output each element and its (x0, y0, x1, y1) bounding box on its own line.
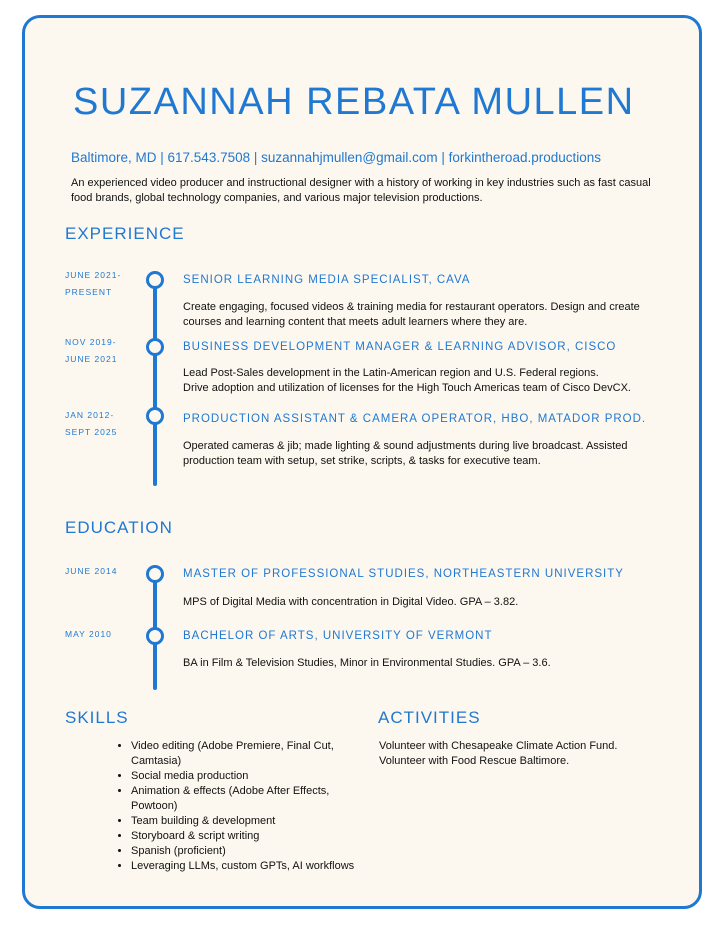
description-line: courses and learning content that meets adult learners where they are. (183, 316, 528, 328)
date-end: SEPT 2025 (65, 427, 118, 437)
professional-summary: An experienced video producer and instructional designer with a history of working in key industries such as fast casual food brands, global technology companies, and various major television productions. (71, 177, 651, 204)
skill-item: • Storyboard & script writing (131, 829, 371, 844)
skills-heading: SKILLS (65, 708, 129, 727)
date-end: JUNE 2021 (65, 354, 118, 364)
experience-description (183, 439, 673, 469)
experience-timeline (153, 274, 157, 486)
description-line: Create engaging, focused videos & training media for restaurant operators. Design and create (183, 301, 640, 313)
timeline-node-icon (146, 271, 164, 289)
skill-item: • Video editing (Adobe Premiere, Final Cut, Camtasia) (131, 739, 371, 769)
description-line: Drive adoption and utilization of licenses for the High Touch Americas team of Cisco DevCX. (183, 382, 631, 394)
education-description: BA in Film & Television Studies, Minor in Environmental Studies. GPA – 3.6. (183, 657, 551, 669)
timeline-node-icon (146, 627, 164, 645)
education-date: MAY 2010 (65, 629, 112, 639)
timeline-node-icon (146, 407, 164, 425)
education-heading: EDUCATION (65, 518, 173, 537)
experience-title: SENIOR LEARNING MEDIA SPECIALIST, CAVA (183, 274, 471, 286)
date-end: PRESENT (65, 287, 113, 297)
skill-item: • Team building & development (131, 814, 371, 829)
description-line: Operated cameras & jib; made lighting & sound adjustments during live broadcast. Assisted (183, 440, 628, 452)
resume-page (22, 15, 702, 909)
description-line: Lead Post-Sales development in the Latin-American region and U.S. Federal regions. (183, 367, 599, 379)
description-line: production team with setup, set strike, scripts, & tasks for executive team. (183, 455, 541, 467)
experience-description (183, 366, 673, 396)
timeline-node-icon (146, 338, 164, 356)
experience-date (65, 407, 135, 441)
experience-date (65, 334, 135, 368)
timeline-node-icon (146, 565, 164, 583)
skills-list (111, 739, 371, 874)
education-title: MASTER OF PROFESSIONAL STUDIES, NORTHEASTERN UNIVERSITY (183, 568, 624, 580)
date-start: JUNE 2021- (65, 270, 122, 280)
activity-item: Volunteer with Food Rescue Baltimore. (379, 755, 570, 767)
activities-heading: ACTIVITIES (378, 708, 481, 727)
date-start: NOV 2019- (65, 337, 117, 347)
skill-item: • Spanish (proficient) (131, 844, 371, 859)
skill-item: • Leveraging LLMs, custom GPTs, AI workflows (131, 859, 371, 874)
activity-item: Volunteer with Chesapeake Climate Action Fund. (379, 740, 618, 752)
education-date: JUNE 2014 (65, 566, 118, 576)
resume-name: SUZANNAH REBATA MULLEN (73, 81, 635, 123)
skill-item: • Social media production (131, 769, 371, 784)
education-description: MPS of Digital Media with concentration in Digital Video. GPA – 3.82. (183, 596, 519, 608)
experience-title: BUSINESS DEVELOPMENT MANAGER & LEARNING ADVISOR, CISCO (183, 341, 617, 353)
experience-date (65, 267, 135, 301)
activities-list (379, 739, 679, 769)
skill-item: • Animation & effects (Adobe After Effects, Powtoon) (131, 784, 371, 814)
date-start: JAN 2012- (65, 410, 115, 420)
contact-info: Baltimore, MD | 617.543.7508 | suzannahjmullen@gmail.com | forkintheroad.productions (71, 150, 602, 165)
education-title: BACHELOR OF ARTS, UNIVERSITY OF VERMONT (183, 630, 493, 642)
experience-title: PRODUCTION ASSISTANT & CAMERA OPERATOR, HBO, MATADOR PROD. (183, 413, 647, 425)
experience-description (183, 300, 673, 330)
experience-heading: EXPERIENCE (65, 224, 185, 243)
